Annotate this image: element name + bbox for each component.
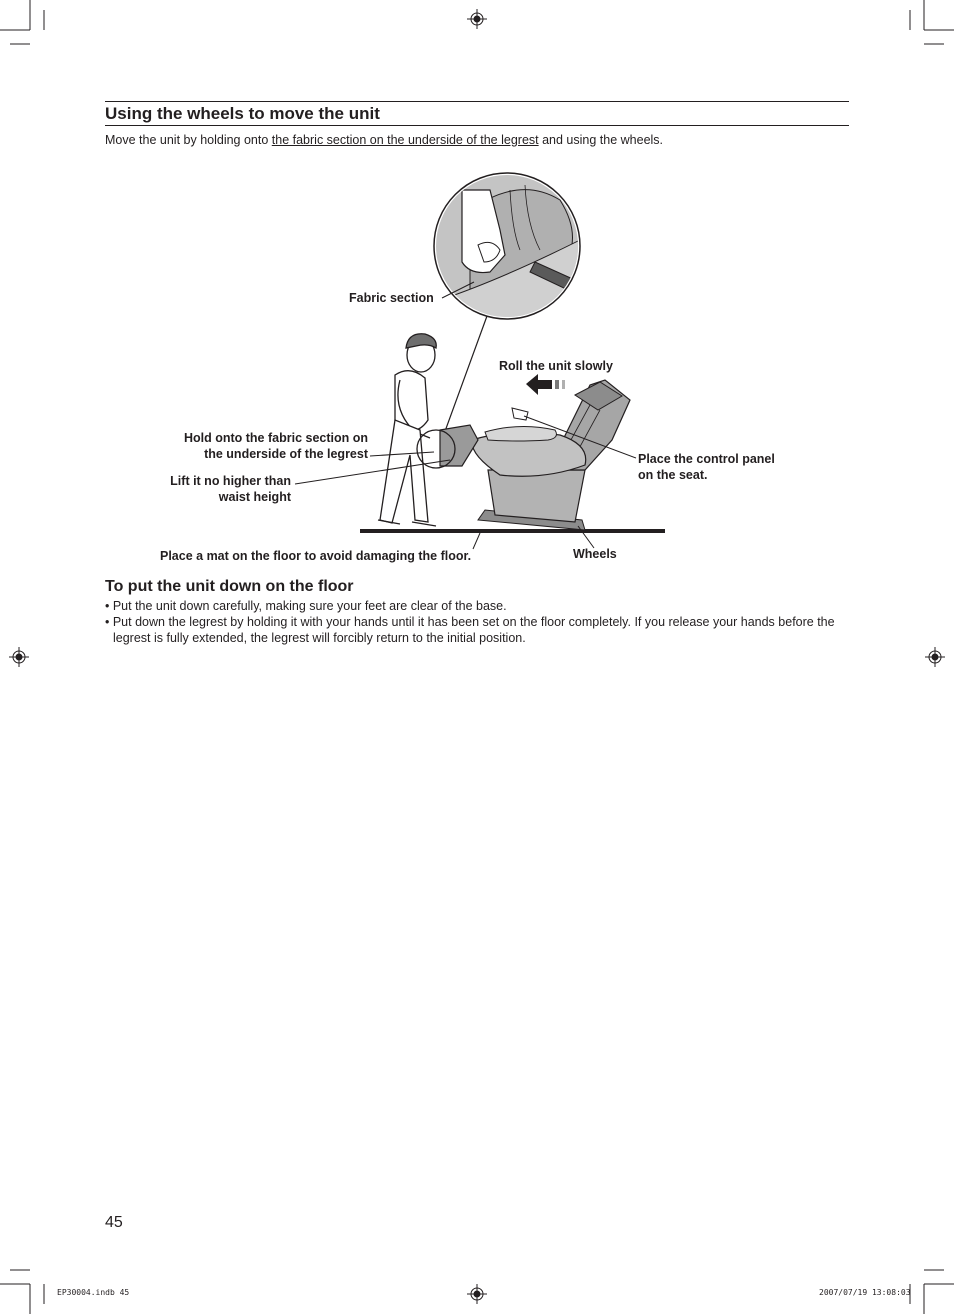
floor-section-bullets [105, 598, 850, 646]
lift-leader-line [295, 460, 450, 484]
section-title: Using the wheels to move the unit [105, 104, 380, 123]
hold-fabric-line2: the underside of the legrest [204, 447, 368, 461]
lift-height-label [140, 473, 291, 505]
control-panel-label [638, 451, 775, 483]
person-figure [378, 334, 436, 526]
intro-before: Move the unit by holding onto [105, 133, 272, 147]
floor-section-title: To put the unit down on the floor [105, 578, 354, 595]
hold-fabric-line1: Hold onto the fabric section on [183, 431, 368, 445]
mat-leader-line [473, 533, 480, 549]
roll-direction-arrow-icon [526, 374, 565, 395]
massage-chair [440, 380, 630, 530]
page-number: 45 [105, 1214, 123, 1231]
zoom-inset [430, 170, 590, 330]
fabric-section-label: Fabric section [349, 291, 434, 305]
floor-mat-label: Place a mat on the floor to avoid damaging the floor. [160, 549, 472, 563]
bullet-item: • Put down the legrest by holding it with your hands until it has been set on the floor completely. If you release your hands before the legrest is fully extended, the legrest will forcibly return to the initial position. [105, 615, 835, 645]
intro-underlined: the fabric section on the underside of the legrest [271, 133, 539, 147]
intro-after: and using the wheels. [538, 133, 664, 147]
footer-timestamp: 2007/07/19 13:08:03 [819, 1288, 911, 1297]
lift-height-line1: Lift it no higher than [170, 474, 291, 488]
control-panel-line2: on the seat. [638, 468, 708, 482]
floor-mat [360, 529, 665, 533]
footer-file: EP30004.indb 45 [57, 1288, 130, 1297]
control-panel-line1: Place the control panel [638, 452, 775, 466]
hold-fabric-label [150, 430, 368, 462]
lift-height-line2: waist height [218, 490, 291, 504]
bullet-item: • Put the unit down carefully, making sure your feet are clear of the base. [105, 599, 507, 613]
wheels-label: Wheels [573, 547, 617, 561]
roll-slowly-label: Roll the unit slowly [499, 359, 613, 373]
